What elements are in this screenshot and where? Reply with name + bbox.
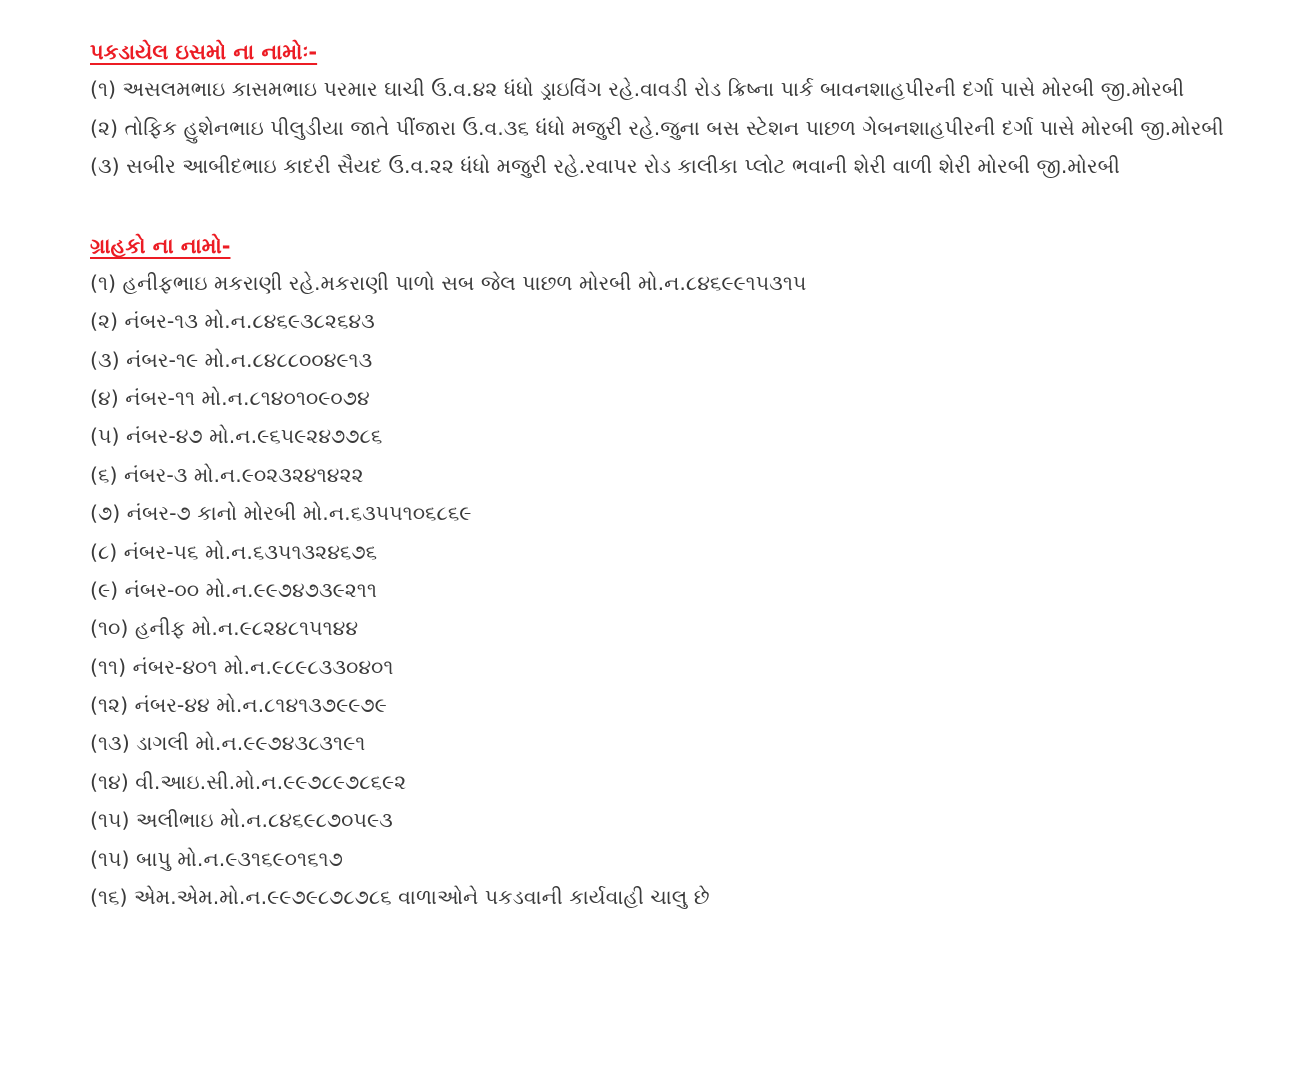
customer-item: (૧૦) હનીફ મો.ન.૯૮૨૪૮૧૫૧૪૪ — [90, 616, 359, 641]
customer-item: (૧૪) વી.આઇ.સી.મો.ન.૯૯૭૮૯૭૮૬૯૨ — [90, 769, 407, 794]
customer-item: (૧૧) નંબર-૪૦૧ મો.ન.૯૮૯૮૩૩૦૪૦૧ — [90, 654, 394, 679]
document-page — [90, 34, 1240, 916]
customer-item: (૯) નંબર-૦૦ મો.ન.૯૯૭૪૭૩૯૨૧૧ — [90, 577, 377, 602]
customer-item: (૧) હનીફભાઇ મકરાણી રહે.મકરાણી પાળો સબ જેલ પાછળ મોરબી મો.ન.૮૪૬૯૯૧૫૩૧૫ — [90, 270, 807, 295]
customer-item: (૧૫) અલીભાઇ મો.ન.૮૪૬૯૮૭૦૫૯૩ — [90, 808, 393, 833]
customer-item: (૭) નંબર-૭ કાનો મોરબી મો.ન.૬૩૫૫૧૦૬૮૬૯ — [90, 501, 472, 526]
accused-heading: પકડાયેલ ઇસમો ના નામોઃ- — [90, 40, 318, 64]
customer-item: (૧૩) ડાગલી મો.ન.૯૯૭૪૩૮૩૧૯૧ — [90, 731, 366, 756]
accused-item: (૧) અસલમભાઇ કાસમભાઇ પરમાર ઘાચી ઉ.વ.૪૨ ધંધો ડ્રાઇવિંગ રહે.વાવડી રોડ ક્રિષ્ના પાર્ક બાવનશાહપીરની દર્ગા પાસે મોરબી જી.મોરબી — [90, 77, 1185, 101]
customer-item: (૧૨) નંબર-૪૪ મો.ન.૮૧૪૧૩૭૯૯૭૯ — [90, 693, 387, 718]
customer-item: (૮) નંબર-૫૬ મો.ન.૬૩૫૧૩૨૪૬૭૬ — [90, 539, 378, 564]
customer-list — [90, 264, 1240, 917]
customer-item: (૧૬) એમ.એમ.મો.ન.૯૯૭૯૮૭૮૭૮૬ વાળાઓને પકડવાની કાર્યવાહી ચાલુ છે — [90, 885, 710, 910]
accused-item: (૩) સબીર આબીદભાઇ કાદરી સૈયદ ઉ.વ.૨૨ ધંધો મજુરી રહે.રવાપર રોડ કાલીકા પ્લોટ ભવાની શેરી વાળી શેરી મોરબી જી.મોરબી — [90, 154, 1120, 179]
customer-item: (૨) નંબર-૧૩ મો.ન.૮૪૬૯૩૮૨૬૪૩ — [90, 309, 375, 334]
customer-item: (૩) નંબર-૧૯ મો.ન.૮૪૮૮૦૦૪૯૧૩ — [90, 347, 373, 372]
customer-item: (૪) નંબર-૧૧ મો.ન.૮૧૪૦૧૦૯૦૭૪ — [90, 385, 370, 410]
accused-item: (૨) તોફિક હુશેનભાઇ પીલુડીયા જાતે પીંજારા ઉ.વ.૩૬ ધંધો મજુરી રહે.જુના બસ સ્ટેશન પાછળ ગેબનશાહપીરની દર્ગા પાસે મોરબી જી.મોરબી — [90, 115, 1224, 140]
customer-item: (૧૫) બાપુ મો.ન.૯૩૧૬૯૦૧૬૧૭ — [90, 846, 343, 871]
customer-item: (૬) નંબર-૩ મો.ન.૯૦૨૩૨૪૧૪૨૨ — [90, 462, 364, 487]
customer-item: (૫) નંબર-૪૭ મો.ન.૯૬૫૯૨૪૭૭૮૬ — [90, 424, 383, 449]
customers-heading: ગ્રાહકો ના નામો- — [90, 233, 231, 258]
accused-list — [90, 70, 1240, 186]
